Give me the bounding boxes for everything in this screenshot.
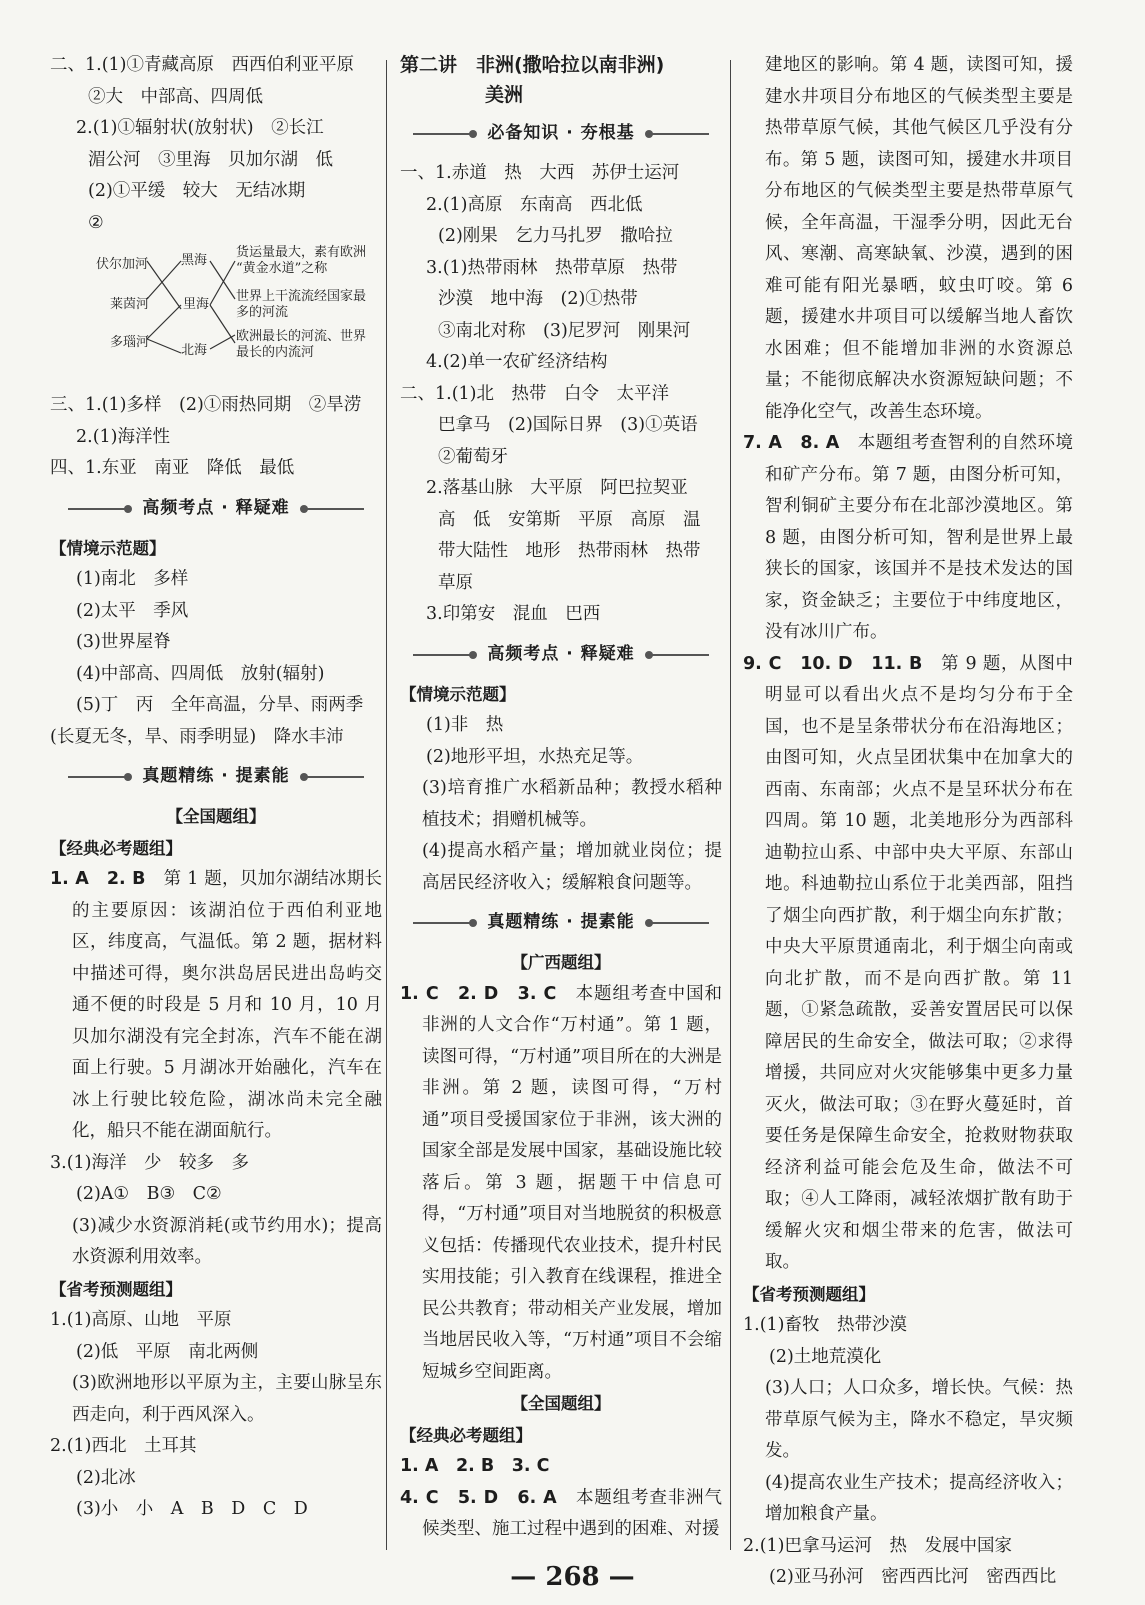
answer-line: (2)太平 季风 <box>76 600 189 621</box>
answer-paragraph: (3)欧洲地形以平原为主，主要山脉呈东西走向，利于西风深入。 <box>72 1373 382 1425</box>
group-title: 【全国题组】 <box>166 807 266 826</box>
answer-line: 3.(1)海洋 少 较多 多 <box>50 1152 249 1173</box>
river-rhine: 莱茵河 <box>110 297 150 312</box>
answer-paragraph: 4. C 5. D 6. A 本题组考查非洲气候类型、施工过程中遇到的困难、对援 <box>400 1487 722 1539</box>
answer-paragraph: 1. C 2. D 3. C 本题组考查中国和非洲的人文合作“万村通”。第 1 题，读图可得，“万村通”项目所在的大洲是非洲。第 2 题，读图可得，“万村通”项目受援国家位于非洲，该大洲的国家全部是发展中国家，基础设施比较落后。第 3 题，据题干中信息可得，“万村通”项目对当地脱贫的积极意义包括：传播现代农业技术，提升村民实用技能；引入教育在线课程，推进全民公共教育；带动相关产业发展，增加当地居民收入等，“万村通”项目不会缩短城乡空间距离。 <box>400 983 723 1382</box>
answer-line: 1.(1)高原、山地 平原 <box>50 1310 232 1330</box>
column-divider-left <box>386 60 387 1550</box>
section-header: 真题精练 · 提素能 <box>400 903 722 943</box>
river-volga: 伏尔加河 <box>96 257 149 272</box>
answer-line: 巴拿马 (2)国际日界 (3)①英语 <box>438 415 698 435</box>
answer-line: 3.(1)热带雨林 热带草原 热带 <box>426 257 678 278</box>
answer-line: (2)低 平原 南北两侧 <box>76 1341 259 1362</box>
page-number: — 268 — <box>510 1562 635 1592</box>
answer-line: (3)小 小 A B D C D <box>76 1499 308 1519</box>
answer-line: 三、1.(1)多样 (2)①雨热同期 ②旱涝 <box>50 395 362 415</box>
answer-line: 高 低 安第斯 平原 高原 温 <box>438 509 701 530</box>
sea-caspian: 里海 <box>183 297 210 312</box>
answer-paragraph: (4)提高农业生产技术；提高经济收入；增加粮食产量。 <box>765 1472 1073 1524</box>
section-header: 必备知识 · 夯根基 <box>400 114 722 154</box>
answer-line: (2)北冰 <box>76 1467 136 1488</box>
answer-line: (2)亚马孙河 密西西比河 密西西比 <box>769 1567 1057 1587</box>
answer-line: 一、1.赤道 热 大西 苏伊士运河 <box>400 163 680 183</box>
answer-line: 湄公河 ③里海 贝加尔湖 低 <box>88 149 333 170</box>
answer-paragraph: (4)提高水稻产量；增加就业岗位；提高居民经济收入；缓解粮食问题等。 <box>422 841 722 893</box>
answer-line: (1)非 热 <box>426 715 504 735</box>
answer-line: (1)南北 多样 <box>76 569 189 589</box>
desc-1: “黄金水道”之称 <box>236 261 328 276</box>
group-tag: 【情境示范题】 <box>400 684 516 704</box>
answer-line: 草原 <box>438 572 473 593</box>
group-tag: 【经典必考题组】 <box>400 1425 532 1445</box>
lesson-title: 第二讲 非洲(撒哈拉以南非洲) <box>400 54 665 76</box>
answer-line: 4.(2)单一农矿经济结构 <box>426 352 608 372</box>
answer-line: (3)世界屋脊 <box>76 632 171 652</box>
desc-1: 货运量最大，素有欧洲 <box>236 245 367 260</box>
answer-line: 2.(1)①辐射状(放射状) ②长江 <box>76 118 324 138</box>
answer-paragraph: (3)减少水资源消耗(或节约用水)；提高水资源利用效率。 <box>72 1215 382 1267</box>
answer-line: (长夏无冬，旱、雨季明显) 降水丰沛 <box>50 726 344 747</box>
answer-line: (2)①平缓 较大 无结冰期 <box>88 181 306 201</box>
answer-paragraph: 建地区的影响。第 4 题，读图可知，援建水井项目分布地区的气候类型主要是热带草原气候，其他气候区几乎没有分布。第 5 题，读图可知，援建水井项目分布地区的气候类型主要是热带草原气候，全年高温，干湿季分明，因此无台风、寒潮、高寒缺氧、沙漠，遇到的困难可能有阳光暴晒，蚊虫叮咬。第 6 题，援建水井项目可以缓解当地人畜饮水困难；但不能增加非洲的水资源总量；不能彻底解决水资源短缺问题；不能净化空气，改善生态环境。 <box>765 55 1073 422</box>
column-left <box>50 50 382 1526</box>
group-title: 【广西题组】 <box>511 953 611 972</box>
desc-3: 最长的内流河 <box>236 345 315 360</box>
answer-line: 四、1.东亚 南亚 降低 最低 <box>50 458 295 478</box>
answer-line: ③南北对称 (3)尼罗河 刚果河 <box>438 320 691 341</box>
section-header: 真题精练 · 提素能 <box>50 757 382 797</box>
answer-line: 2.(1)西北 土耳其 <box>50 1436 197 1456</box>
desc-3: 欧洲最长的河流、世界 <box>236 329 367 344</box>
section-header: 高频考点 · 释疑难 <box>50 489 382 529</box>
answer-line: (2)土地荒漠化 <box>769 1346 882 1367</box>
answer-line: 沙漠 地中海 (2)①热带 <box>438 289 638 309</box>
column-middle <box>400 50 722 1546</box>
answer-paragraph: 7. A 8. A 本题组考查智利的自然环境和矿产分布。第 7 题，由图分析可知，智利铜矿主要分布在北部沙漠地区。第 8 题，由图分析可知，智利是世界上最狭长的国家，该国并不是技术发达的国家，资金缺乏；主要位于中纬度地区，没有冰川广布。 <box>743 433 1074 642</box>
answer-line: 2.落基山脉 大平原 阿巴拉契亚 <box>426 478 688 498</box>
answer-line: ② <box>88 212 104 233</box>
answer-line: ②大 中部高、四周低 <box>88 86 263 107</box>
answer-paragraph: (3)人口；人口众多，增长快。气候：热带草原气候为主，降水不稳定，旱灾频发。 <box>765 1378 1073 1461</box>
answer-line: 2.(1)海洋性 <box>76 426 170 447</box>
answer-line: 2.(1)巴拿马运河 热 发展中国家 <box>743 1535 1012 1556</box>
answer-line: (2)A① B③ C② <box>76 1184 222 1204</box>
column-right <box>743 50 1073 1594</box>
answer-line: 带大陆性 地形 热带雨林 热带 <box>438 541 701 561</box>
answer-line: 3.印第安 混血 巴西 <box>426 604 601 624</box>
answer-line: (2)刚果 乞力马扎罗 撒哈拉 <box>438 226 673 246</box>
lesson-title: 美洲 <box>485 84 524 106</box>
answer-line: (5)丁 丙 全年高温，分旱、雨两季 <box>76 695 364 715</box>
answer-paragraph: 1. A 2. B 第 1 题，贝加尔湖结冰期长的主要原因：该湖泊位于西伯利亚地区，纬度高，气温低。第 2 题，据材料中描述可得，奥尔洪岛居民进出岛屿交通不便的时段是 5 月和 10 月，10 月贝加尔湖没有完全封冻，汽车不能在湖面上行驶。5 月湖冰开始融化，汽车在冰上行驶比较危险，湖冰尚未完全融化，船只不能在湖面航行。 <box>50 869 383 1141</box>
group-tag: 【情境示范题】 <box>50 538 166 558</box>
group-tag: 【省考预测题组】 <box>50 1279 182 1299</box>
group-title: 【全国题组】 <box>511 1394 611 1413</box>
river-danube: 多瑙河 <box>110 335 150 350</box>
answer-paragraph: (3)培育推广水稻新品种；教授水稻种植技术；捐赠机械等。 <box>422 778 722 830</box>
sea-black: 黑海 <box>181 253 208 268</box>
answer-line: 二、1.(1)北 热带 白令 太平洋 <box>400 383 669 404</box>
column-divider-right <box>730 60 731 1550</box>
group-tag: 【经典必考题组】 <box>50 838 182 858</box>
answer-line: 2.(1)高原 东南高 西北低 <box>426 194 643 215</box>
answer-line: 1.(1)畜牧 热带沙漠 <box>743 1315 907 1335</box>
answer-line: 1. A 2. B 3. C <box>400 1456 550 1476</box>
answer-line: (2)地形平坦，水热充足等。 <box>426 746 644 767</box>
answer-line: (4)中部高、四周低 放射(辐射) <box>76 663 325 684</box>
answer-paragraph: 9. C 10. D 11. B 第 9 题，从图中明显可以看出火点不是均匀分布于全国，也不是呈条带状分布在沿海地区；由图可知，火点呈团状集中在加拿大的西南、东南部；火点不是呈环状分布在四周。第 10 题，北美地形分为西部科迪勒拉山系、中部中央大平原、东部山地。科迪勒拉山系位于北美西部，阻挡了烟尘向西扩散，利于烟尘向东扩散；中央大平原贯通南北，利于烟尘向南或向北扩散，而不是向西扩散。第 11 题，①紧急疏散，妥善安置居民可以保障居民的生命安全，做法可取；②求得增援，共同应对火灾能够集中更多力量灭火，做法可取；③在野火蔓延时，首要任务是保障生命安全，抢救财物获取经济利益可能会危及生命，做法不可取；④人工降雨，减轻浓烟扩散有助于缓解火灾和烟尘带来的危害，做法可取。 <box>743 653 1073 1272</box>
desc-2: 多的河流 <box>236 305 289 320</box>
river-matching-diagram <box>50 239 382 404</box>
answer-line: ②葡萄牙 <box>438 446 508 467</box>
group-tag: 【省考预测题组】 <box>743 1284 875 1304</box>
sea-north: 北海 <box>181 343 208 358</box>
desc-2: 世界上干流流经国家最 <box>236 289 367 304</box>
section-header: 高频考点 · 释疑难 <box>400 635 722 675</box>
answer-line: 二、1.(1)①青藏高原 西西伯利亚平原 <box>50 55 354 75</box>
